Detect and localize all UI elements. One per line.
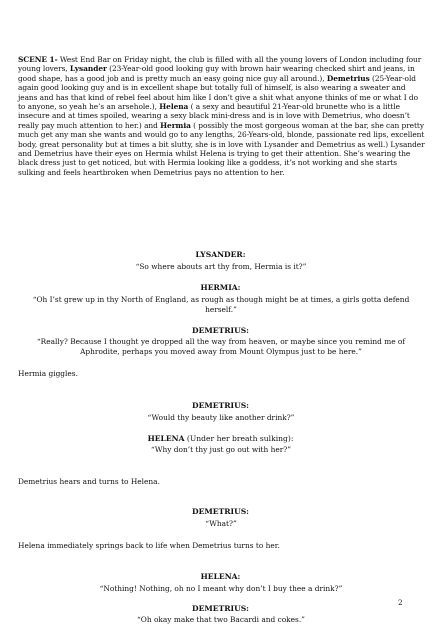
character-cue: DEMETRIUS: bbox=[192, 326, 249, 335]
character-name-lysander: Lysander bbox=[69, 64, 107, 74]
scene-heading: SCENE 1- bbox=[18, 55, 58, 64]
character-name-hermia: Hermia bbox=[160, 120, 191, 130]
dialogue-line: “Really? Because I thought ye dropped all the way from heaven, or maybe since you remind me of Aphrodite, perhaps you moved away from Mount Olympus just to be here.” bbox=[36, 337, 406, 356]
character-cue: HELENA: bbox=[200, 572, 241, 581]
character-cue: LYSANDER: bbox=[195, 250, 246, 259]
character-cue: DEMETRIUS: bbox=[192, 604, 249, 613]
character-cue: HERMIA: bbox=[200, 283, 241, 292]
character-name-demetrius: Demetrius bbox=[326, 73, 370, 83]
character-cue bbox=[0, 434, 441, 444]
character-cue: DEMETRIUS: bbox=[192, 401, 249, 410]
dialogue-line: “What?” bbox=[205, 519, 237, 528]
action-line: Hermia giggles. bbox=[18, 369, 78, 378]
character-cue-name: HELENA bbox=[147, 434, 185, 443]
page-number: 2 bbox=[398, 598, 403, 607]
dialogue-line: “Nothing! Nothing, oh no I meant why don’t I buy thee a drink?” bbox=[99, 584, 343, 593]
character-cue: DEMETRIUS: bbox=[192, 507, 249, 516]
parenthetical: (Under her breath sulking): bbox=[184, 434, 294, 443]
dialogue-line: “Why don’t thy just go out with her?” bbox=[150, 445, 292, 454]
dialogue-line: “Oh okay make that two Bacardi and cokes.” bbox=[137, 615, 305, 624]
character-name-helena: Helena bbox=[159, 102, 189, 112]
scene-description: SCENE 1- West End Bar on Friday night, the club is filled with all the young lovers of London including four young lovers, Lysander (23-Year-old good looking guy with brown hair wearing checked shirt and jeans, in good shape, has a good job and is pretty much an easy going nice guy all around.), Demetrius (25-Year-old again good looking guy and is in excellent shape but totally full of himself, is also wearing a sweater and jeans and has that kind of rebel feel about him like I don’t give a shit what anyone thinks of me or what I do to anyone, so yeah he’s an arsehole.), Helena ( a sexy and beautiful 21-Year-old brunette who is a little insecure and at times spoiled, wearing a sexy black mini-dress and is in love with Demetrius, who doesn’t really pay much attention to her.) and Hermia ( possibly the most gorgeous woman at the bar, she can pretty much get any man she wants and would go to any lengths, 26-Years-old, blonde, passionate red lips, excellent body, great personality but at times a bit slutty, she is in love with Lysander and Demetrius as well.) Lysander and Demetrius have their eyes on Hermia whilst Helena is trying to get their attention. She’s wearing the black dress just to get noticed, but with Hermia looking like a goddess, it’s not working and she starts sulking and feels heartbroken when Demetrius pays no attention to her. bbox=[18, 55, 425, 177]
dialogue-line: “Would thy beauty like another drink?” bbox=[147, 413, 295, 422]
action-line: Demetrius hears and turns to Helena. bbox=[18, 477, 160, 486]
dialogue-line: “So where abouts art thy from, Hermia is it?” bbox=[135, 262, 307, 271]
dialogue-line: “Oh I’st grew up in thy North of England, as rough as though might be at times, a girls gotta defend herself.” bbox=[32, 295, 410, 314]
action-line: Helena immediately springs back to life when Demetrius turns to her. bbox=[18, 541, 280, 550]
